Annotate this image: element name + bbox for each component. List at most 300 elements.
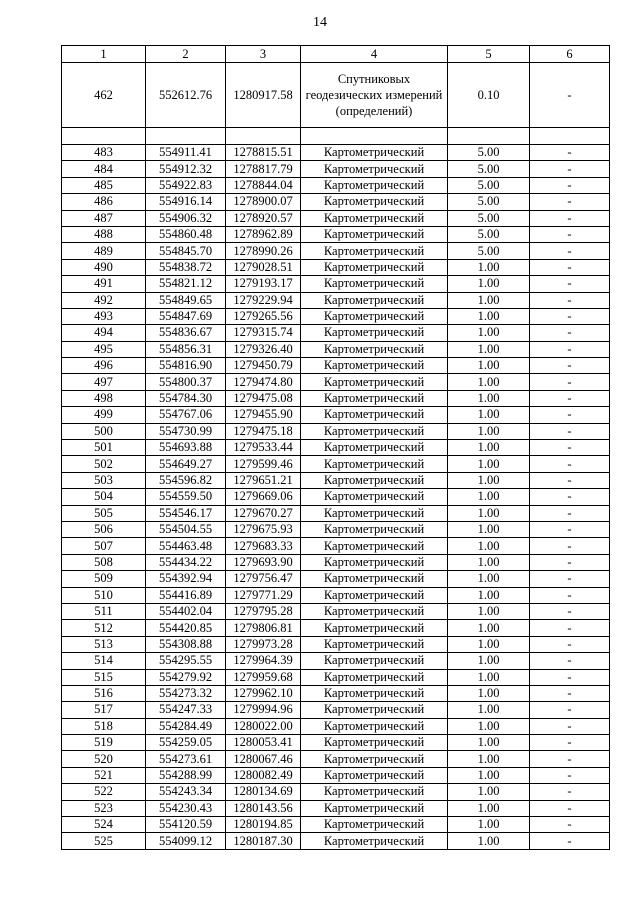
table-cell: Картометрический bbox=[301, 308, 448, 324]
table-cell: 1278920.57 bbox=[226, 210, 301, 226]
table-cell: 554784.30 bbox=[146, 390, 226, 406]
table-cell: 520 bbox=[62, 751, 146, 767]
table-cell: - bbox=[530, 243, 610, 259]
table-cell: 1.00 bbox=[448, 735, 530, 751]
table-cell: 1280082.49 bbox=[226, 767, 301, 783]
table-row bbox=[62, 440, 610, 456]
blank-cell bbox=[146, 128, 226, 145]
table-cell: 1.00 bbox=[448, 521, 530, 537]
table-cell: Картометрический bbox=[301, 390, 448, 406]
table-cell: 1279669.06 bbox=[226, 489, 301, 505]
table-row bbox=[62, 210, 610, 226]
table-cell: 1279193.17 bbox=[226, 276, 301, 292]
table-cell: - bbox=[530, 718, 610, 734]
table-cell: 554559.50 bbox=[146, 489, 226, 505]
table-cell: Картометрический bbox=[301, 505, 448, 521]
table-cell: 1.00 bbox=[448, 767, 530, 783]
table-cell: - bbox=[530, 145, 610, 161]
header-cell: 1 bbox=[62, 46, 146, 63]
table-row bbox=[62, 390, 610, 406]
table-cell: 554693.88 bbox=[146, 440, 226, 456]
table-cell: 554099.12 bbox=[146, 833, 226, 849]
table-cell: 1279771.29 bbox=[226, 587, 301, 603]
table-cell: - bbox=[530, 308, 610, 324]
table-row bbox=[62, 456, 610, 472]
table-cell: - bbox=[530, 833, 610, 849]
table-cell: 1279474.80 bbox=[226, 374, 301, 390]
table-cell: 1.00 bbox=[448, 325, 530, 341]
table-cell: 0.10 bbox=[448, 63, 530, 128]
table-cell: 1.00 bbox=[448, 620, 530, 636]
table-cell: 554596.82 bbox=[146, 472, 226, 488]
table-cell: 1280067.46 bbox=[226, 751, 301, 767]
blank-cell bbox=[62, 128, 146, 145]
table-cell: 509 bbox=[62, 571, 146, 587]
table-cell: - bbox=[530, 63, 610, 128]
table-cell: 513 bbox=[62, 636, 146, 652]
table-cell: Картометрический bbox=[301, 587, 448, 603]
table-cell: 512 bbox=[62, 620, 146, 636]
table-cell: 1.00 bbox=[448, 390, 530, 406]
table-row bbox=[62, 63, 610, 128]
table-cell: 554911.41 bbox=[146, 145, 226, 161]
table-row bbox=[62, 669, 610, 685]
table-cell: - bbox=[530, 636, 610, 652]
table-cell: 1279693.90 bbox=[226, 554, 301, 570]
table-cell: 554273.32 bbox=[146, 685, 226, 701]
table-cell: Картометрический bbox=[301, 767, 448, 783]
table-row bbox=[62, 374, 610, 390]
table-cell: 554649.27 bbox=[146, 456, 226, 472]
blank-cell bbox=[301, 128, 448, 145]
table-cell: - bbox=[530, 325, 610, 341]
table-cell: - bbox=[530, 423, 610, 439]
table-cell: 554259.05 bbox=[146, 735, 226, 751]
table-cell: 1279795.28 bbox=[226, 603, 301, 619]
table-cell: 501 bbox=[62, 440, 146, 456]
page-number: 14 bbox=[313, 15, 327, 30]
table-cell: 1279265.56 bbox=[226, 308, 301, 324]
table-cell: 1.00 bbox=[448, 308, 530, 324]
table-cell: 492 bbox=[62, 292, 146, 308]
table-cell: 554284.49 bbox=[146, 718, 226, 734]
table-cell: - bbox=[530, 489, 610, 505]
table-cell: Картометрический bbox=[301, 636, 448, 652]
table-cell: 1279533.44 bbox=[226, 440, 301, 456]
table-cell: 1280187.30 bbox=[226, 833, 301, 849]
table-cell: 489 bbox=[62, 243, 146, 259]
table-cell: 1.00 bbox=[448, 587, 530, 603]
table-row bbox=[62, 636, 610, 652]
table-cell: - bbox=[530, 456, 610, 472]
table-row bbox=[62, 800, 610, 816]
table-cell: 1.00 bbox=[448, 276, 530, 292]
table-cell: Картометрический bbox=[301, 472, 448, 488]
table-cell: 554402.04 bbox=[146, 603, 226, 619]
table-cell: 491 bbox=[62, 276, 146, 292]
table-cell: Картометрический bbox=[301, 358, 448, 374]
table-cell: 5.00 bbox=[448, 145, 530, 161]
table-cell: 1279455.90 bbox=[226, 407, 301, 423]
table-cell: - bbox=[530, 276, 610, 292]
table-cell: Картометрический bbox=[301, 718, 448, 734]
table-cell: 1.00 bbox=[448, 374, 530, 390]
table-cell: 1.00 bbox=[448, 292, 530, 308]
table-cell: Картометрический bbox=[301, 374, 448, 390]
table-cell: Картометрический bbox=[301, 833, 448, 849]
table-cell: 483 bbox=[62, 145, 146, 161]
table-cell: 1279756.47 bbox=[226, 571, 301, 587]
table-cell: 554120.59 bbox=[146, 817, 226, 833]
table-cell: - bbox=[530, 505, 610, 521]
table-cell: 1279675.93 bbox=[226, 521, 301, 537]
table-row bbox=[62, 521, 610, 537]
table-cell: 1.00 bbox=[448, 718, 530, 734]
table-cell: Картометрический bbox=[301, 194, 448, 210]
table-cell: 1.00 bbox=[448, 554, 530, 570]
table-cell: 1279599.46 bbox=[226, 456, 301, 472]
table-cell: Картометрический bbox=[301, 702, 448, 718]
table-cell: 1.00 bbox=[448, 472, 530, 488]
table-row bbox=[62, 161, 610, 177]
table-cell: 493 bbox=[62, 308, 146, 324]
blank-cell bbox=[226, 128, 301, 145]
blank-row bbox=[62, 128, 610, 145]
blank-cell bbox=[448, 128, 530, 145]
table-row bbox=[62, 620, 610, 636]
table-row bbox=[62, 276, 610, 292]
table-cell: 5.00 bbox=[448, 177, 530, 193]
table-cell: 1278815.51 bbox=[226, 145, 301, 161]
table-cell: 5.00 bbox=[448, 226, 530, 242]
table-cell: 518 bbox=[62, 718, 146, 734]
table-cell: 554916.14 bbox=[146, 194, 226, 210]
table-row bbox=[62, 177, 610, 193]
table-cell: - bbox=[530, 735, 610, 751]
header-cell: 6 bbox=[530, 46, 610, 63]
table-cell: - bbox=[530, 259, 610, 275]
table-cell: 554912.32 bbox=[146, 161, 226, 177]
table-cell: 1.00 bbox=[448, 685, 530, 701]
table-cell: 1.00 bbox=[448, 456, 530, 472]
table-cell: 554922.83 bbox=[146, 177, 226, 193]
table-cell: 1279959.68 bbox=[226, 669, 301, 685]
table-cell: 1.00 bbox=[448, 636, 530, 652]
table-cell: 554860.48 bbox=[146, 226, 226, 242]
table-cell: 1.00 bbox=[448, 505, 530, 521]
table-cell: 506 bbox=[62, 521, 146, 537]
table-cell: Картометрический bbox=[301, 161, 448, 177]
table-row bbox=[62, 718, 610, 734]
table-cell: 1279229.94 bbox=[226, 292, 301, 308]
table-cell: Картометрический bbox=[301, 341, 448, 357]
table-body bbox=[62, 46, 610, 850]
table-cell: - bbox=[530, 292, 610, 308]
table-cell: 1.00 bbox=[448, 653, 530, 669]
table-row bbox=[62, 571, 610, 587]
table-cell: 1280917.58 bbox=[226, 63, 301, 128]
table-cell: Картометрический bbox=[301, 489, 448, 505]
table-cell: 524 bbox=[62, 817, 146, 833]
table-row bbox=[62, 833, 610, 849]
table-cell: 508 bbox=[62, 554, 146, 570]
table-cell: 554230.43 bbox=[146, 800, 226, 816]
table-cell: - bbox=[530, 685, 610, 701]
table-cell: 554845.70 bbox=[146, 243, 226, 259]
table-row bbox=[62, 653, 610, 669]
table-cell: 1278900.07 bbox=[226, 194, 301, 210]
table-row bbox=[62, 751, 610, 767]
table-cell: 554800.37 bbox=[146, 374, 226, 390]
table-cell: 486 bbox=[62, 194, 146, 210]
table-row bbox=[62, 603, 610, 619]
table-cell: Картометрический bbox=[301, 407, 448, 423]
table-cell: Картометрический bbox=[301, 243, 448, 259]
table-cell: 519 bbox=[62, 735, 146, 751]
table-cell: 1278962.89 bbox=[226, 226, 301, 242]
table-cell: Картометрический bbox=[301, 177, 448, 193]
table-cell: - bbox=[530, 407, 610, 423]
table-cell: 554816.90 bbox=[146, 358, 226, 374]
table-cell: 1280143.56 bbox=[226, 800, 301, 816]
table-cell: Картометрический bbox=[301, 571, 448, 587]
table-row bbox=[62, 767, 610, 783]
table-cell: 1.00 bbox=[448, 440, 530, 456]
table-cell: 554821.12 bbox=[146, 276, 226, 292]
table-cell: Картометрический bbox=[301, 145, 448, 161]
table-cell: 554308.88 bbox=[146, 636, 226, 652]
table-cell: 488 bbox=[62, 226, 146, 242]
blank-cell bbox=[530, 128, 610, 145]
table-row bbox=[62, 407, 610, 423]
table-cell: 517 bbox=[62, 702, 146, 718]
table-cell: - bbox=[530, 374, 610, 390]
table-cell: 1280194.85 bbox=[226, 817, 301, 833]
table-cell: - bbox=[530, 161, 610, 177]
table-row bbox=[62, 538, 610, 554]
table-cell: 511 bbox=[62, 603, 146, 619]
table-cell: 490 bbox=[62, 259, 146, 275]
header-cell: 5 bbox=[448, 46, 530, 63]
table-cell: Спутниковых геодезических измерений (определений) bbox=[301, 63, 448, 128]
table-cell: 1.00 bbox=[448, 423, 530, 439]
table-cell: Картометрический bbox=[301, 538, 448, 554]
table-cell: 1279683.33 bbox=[226, 538, 301, 554]
table-cell: 1.00 bbox=[448, 538, 530, 554]
table-cell: - bbox=[530, 817, 610, 833]
table-cell: 1279973.28 bbox=[226, 636, 301, 652]
table-cell: Картометрический bbox=[301, 259, 448, 275]
table-row bbox=[62, 554, 610, 570]
table-cell: 1.00 bbox=[448, 800, 530, 816]
table-cell: Картометрический bbox=[301, 423, 448, 439]
table-cell: 1.00 bbox=[448, 751, 530, 767]
table-cell: 554836.67 bbox=[146, 325, 226, 341]
table-cell: 485 bbox=[62, 177, 146, 193]
table-cell: - bbox=[530, 440, 610, 456]
table-cell: 514 bbox=[62, 653, 146, 669]
table-cell: 1279028.51 bbox=[226, 259, 301, 275]
table-cell: - bbox=[530, 390, 610, 406]
table-cell: 552612.76 bbox=[146, 63, 226, 128]
table-cell: 554247.33 bbox=[146, 702, 226, 718]
table-cell: Картометрический bbox=[301, 292, 448, 308]
table-row bbox=[62, 226, 610, 242]
table-cell: 523 bbox=[62, 800, 146, 816]
table-row bbox=[62, 358, 610, 374]
table-cell: - bbox=[530, 472, 610, 488]
table-row bbox=[62, 259, 610, 275]
table-row bbox=[62, 145, 610, 161]
table-cell: Картометрический bbox=[301, 735, 448, 751]
table-cell: Картометрический bbox=[301, 554, 448, 570]
table-cell: 1279670.27 bbox=[226, 505, 301, 521]
table-cell: 525 bbox=[62, 833, 146, 849]
table-row bbox=[62, 472, 610, 488]
table-cell: 1279326.40 bbox=[226, 341, 301, 357]
table-cell: 5.00 bbox=[448, 243, 530, 259]
table-cell: 1.00 bbox=[448, 669, 530, 685]
header-cell: 4 bbox=[301, 46, 448, 63]
table-cell: 554392.94 bbox=[146, 571, 226, 587]
table-cell: - bbox=[530, 554, 610, 570]
table-cell: 1278817.79 bbox=[226, 161, 301, 177]
table-row bbox=[62, 308, 610, 324]
table-cell: - bbox=[530, 702, 610, 718]
table-cell: - bbox=[530, 603, 610, 619]
table-cell: 1279450.79 bbox=[226, 358, 301, 374]
table-row bbox=[62, 243, 610, 259]
table-cell: 554288.99 bbox=[146, 767, 226, 783]
table-cell: Картометрический bbox=[301, 669, 448, 685]
table-cell: - bbox=[530, 210, 610, 226]
table-cell: 521 bbox=[62, 767, 146, 783]
table-cell: 504 bbox=[62, 489, 146, 505]
table-cell: 1.00 bbox=[448, 259, 530, 275]
table-cell: 554849.65 bbox=[146, 292, 226, 308]
table-cell: 5.00 bbox=[448, 194, 530, 210]
table-cell: 462 bbox=[62, 63, 146, 128]
header-cell: 2 bbox=[146, 46, 226, 63]
table-cell: Картометрический bbox=[301, 521, 448, 537]
table-cell: Картометрический bbox=[301, 603, 448, 619]
table-cell: - bbox=[530, 767, 610, 783]
table-cell: 554243.34 bbox=[146, 784, 226, 800]
table-cell: 515 bbox=[62, 669, 146, 685]
table-cell: 1278844.04 bbox=[226, 177, 301, 193]
table-cell: 554847.69 bbox=[146, 308, 226, 324]
table-row bbox=[62, 784, 610, 800]
table-cell: 554546.17 bbox=[146, 505, 226, 521]
table-cell: - bbox=[530, 177, 610, 193]
table-cell: 1.00 bbox=[448, 833, 530, 849]
table-row bbox=[62, 423, 610, 439]
table-cell: - bbox=[530, 358, 610, 374]
table-cell: 1279475.18 bbox=[226, 423, 301, 439]
table-cell: 1280053.41 bbox=[226, 735, 301, 751]
table-cell: 505 bbox=[62, 505, 146, 521]
table-cell: 554273.61 bbox=[146, 751, 226, 767]
table-cell: 1.00 bbox=[448, 341, 530, 357]
table-cell: 498 bbox=[62, 390, 146, 406]
table-cell: Картометрический bbox=[301, 276, 448, 292]
table-cell: 1279994.96 bbox=[226, 702, 301, 718]
table-cell: Картометрический bbox=[301, 817, 448, 833]
table-cell: 496 bbox=[62, 358, 146, 374]
table-cell: 1.00 bbox=[448, 571, 530, 587]
table-cell: 5.00 bbox=[448, 210, 530, 226]
coordinates-table bbox=[61, 45, 610, 850]
table-cell: Картометрический bbox=[301, 620, 448, 636]
table-cell: - bbox=[530, 784, 610, 800]
table-row bbox=[62, 341, 610, 357]
table-cell: 499 bbox=[62, 407, 146, 423]
table-cell: 554295.55 bbox=[146, 653, 226, 669]
table-cell: 1.00 bbox=[448, 358, 530, 374]
table-cell: 1279651.21 bbox=[226, 472, 301, 488]
table-cell: 522 bbox=[62, 784, 146, 800]
table-row bbox=[62, 685, 610, 701]
table-cell: Картометрический bbox=[301, 210, 448, 226]
table-cell: 554463.48 bbox=[146, 538, 226, 554]
table-cell: Картометрический bbox=[301, 784, 448, 800]
table-cell: 554838.72 bbox=[146, 259, 226, 275]
table-cell: - bbox=[530, 653, 610, 669]
table-cell: 554504.55 bbox=[146, 521, 226, 537]
table-cell: 510 bbox=[62, 587, 146, 603]
table-cell: 484 bbox=[62, 161, 146, 177]
table-row bbox=[62, 587, 610, 603]
table-cell: Картометрический bbox=[301, 653, 448, 669]
table-cell: - bbox=[530, 194, 610, 210]
table-cell: 1.00 bbox=[448, 784, 530, 800]
table-cell: Картометрический bbox=[301, 325, 448, 341]
table-cell: 1279964.39 bbox=[226, 653, 301, 669]
table-cell: - bbox=[530, 521, 610, 537]
table-cell: 1.00 bbox=[448, 407, 530, 423]
table-cell: 1279475.08 bbox=[226, 390, 301, 406]
table-cell: - bbox=[530, 751, 610, 767]
table-row bbox=[62, 702, 610, 718]
table-cell: - bbox=[530, 571, 610, 587]
table-cell: 5.00 bbox=[448, 161, 530, 177]
table-cell: - bbox=[530, 800, 610, 816]
table-cell: 1279315.74 bbox=[226, 325, 301, 341]
table-cell: 1.00 bbox=[448, 817, 530, 833]
table-cell: Картометрический bbox=[301, 440, 448, 456]
table-cell: - bbox=[530, 587, 610, 603]
table-cell: 554906.32 bbox=[146, 210, 226, 226]
table-cell: 487 bbox=[62, 210, 146, 226]
table-cell: - bbox=[530, 669, 610, 685]
table-cell: 554730.99 bbox=[146, 423, 226, 439]
table-cell: 1.00 bbox=[448, 603, 530, 619]
table-cell: 507 bbox=[62, 538, 146, 554]
table-cell: 516 bbox=[62, 685, 146, 701]
table-cell: Картометрический bbox=[301, 226, 448, 242]
table-cell: Картометрический bbox=[301, 751, 448, 767]
table-cell: 1279962.10 bbox=[226, 685, 301, 701]
header-row bbox=[62, 46, 610, 63]
table-cell: - bbox=[530, 341, 610, 357]
table-row bbox=[62, 505, 610, 521]
table-cell: - bbox=[530, 538, 610, 554]
table-cell: 554856.31 bbox=[146, 341, 226, 357]
table-cell: 554279.92 bbox=[146, 669, 226, 685]
table-cell: 554434.22 bbox=[146, 554, 226, 570]
header-cell: 3 bbox=[226, 46, 301, 63]
table-cell: 1278990.26 bbox=[226, 243, 301, 259]
